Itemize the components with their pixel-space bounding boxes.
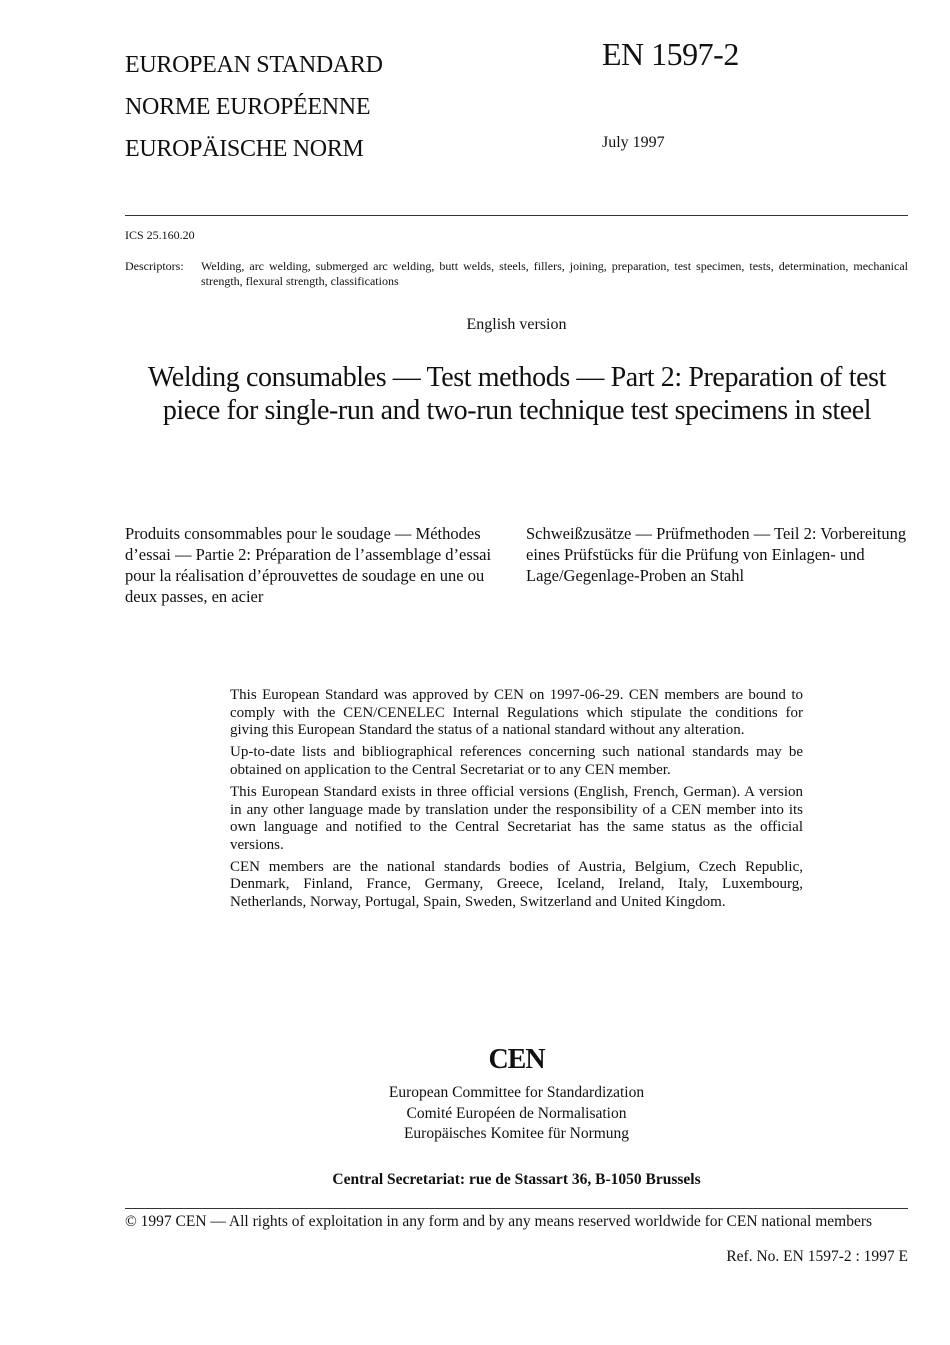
cen-name-french: Comité Européen de Normalisation — [406, 1104, 627, 1122]
bottom-divider — [125, 1208, 908, 1209]
approval-paragraph: CEN members are the national standards bodies of Austria, Belgium, Czech Republic, Denmark, Finland, France, Germany, Greece, Iceland, Ireland, Italy, Luxembourg, Netherlands, Norway, Portugal, Spain, Sweden, Switzerland and United Kingdom. — [230, 858, 803, 911]
reference-number: Ref. No. EN 1597-2 : 1997 E — [726, 1248, 908, 1265]
copyright-notice: © 1997 CEN — All rights of exploitation in any form and by any means reserved worldwide for CEN national members — [125, 1213, 873, 1230]
approval-notice — [230, 687, 803, 916]
top-divider — [125, 215, 908, 216]
cen-names — [0, 1083, 950, 1145]
ics-code: ICS 25.160.20 — [125, 228, 195, 242]
approval-paragraph: This European Standard was approved by CEN on 1997-06-29. CEN members are bound to comply with the CEN/CENELEC Internal Regulations which stipulate the conditions for giving this European Standard the status of a national standard without any alteration. — [230, 687, 803, 739]
title-french: Produits consommables pour le soudage — Méthodes d’essai — Partie 2: Préparation de l’assemblage d’essai pour la réalisation d’éprouvettes de soudage en une ou deux passes, en acier — [125, 524, 492, 606]
standard-number: EN 1597-2 — [602, 36, 739, 72]
approval-paragraph: This European Standard exists in three official versions (English, French, German). A version in any other language made by translation under the responsibility of a CEN member into its own language and notified to the Central Secretariat has the same status as the official versions. — [230, 783, 803, 853]
language-version: English version — [466, 316, 567, 333]
publication-date: July 1997 — [602, 134, 665, 151]
descriptors — [125, 259, 908, 289]
descriptors-text: Welding, arc welding, submerged arc welding, butt welds, steels, fillers, joining, preparation, test specimen, tests, determination, mechanical strength, flexural strength, classifications — [201, 259, 908, 288]
cen-logo: CEN — [488, 1044, 545, 1075]
designation-german: EUROPÄISCHE NORM — [125, 136, 364, 162]
descriptors-label: Descriptors: — [125, 259, 184, 273]
standard-designation — [125, 44, 383, 170]
central-secretariat: Central Secretariat: rue de Stassart 36, B-1050 Brussels — [332, 1171, 701, 1188]
cen-name-german: Europäisches Komitee für Normung — [403, 1125, 630, 1142]
approval-paragraph: Up-to-date lists and bibliographical references concerning such national standards may be obtained on application to the Central Secretariat or to any CEN member. — [230, 744, 803, 778]
title-german: Schweißzusätze — Prüfmethoden — Teil 2: Vorbereitung eines Prüfstücks für die Prüfung von Einlagen- und Lage/Gegenlage-Proben an Stahl — [526, 524, 907, 585]
designation-english: EUROPEAN STANDARD — [125, 52, 383, 78]
document-title: Welding consumables — Test methods — Part 2: Preparation of test piece for single-run and two-run technique test specimens in steel — [148, 362, 886, 426]
designation-french: NORME EUROPÉENNE — [125, 94, 371, 120]
cen-name-english: European Committee for Standardization — [388, 1084, 645, 1101]
